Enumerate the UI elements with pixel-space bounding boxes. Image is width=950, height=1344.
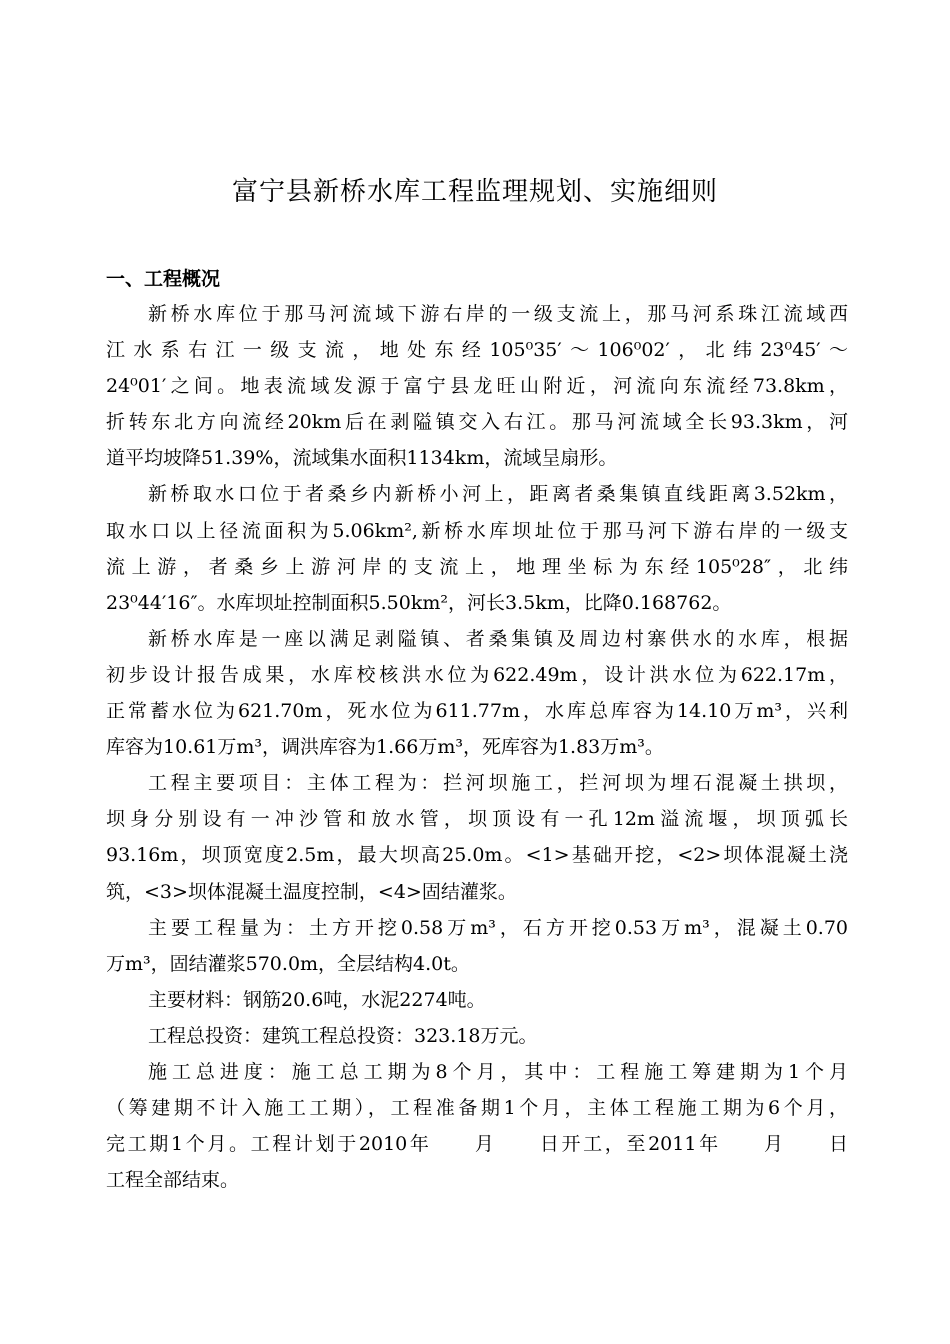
paragraph-line: 23⁰44′16″。水库坝址控制面积5.50km²，河长3.5km，比降0.168762。	[106, 591, 732, 614]
paragraph-line: 库容为10.61万m³，调洪库容为1.66万m³，死库容为1.83万m³。	[106, 736, 664, 759]
paragraph-line: 工程全部结束。	[106, 1169, 240, 1192]
paragraph-line: 流上游，者桑乡上游河岸的支流上，地理坐标为东经105⁰28″，北纬	[106, 555, 848, 578]
paragraph-line: 折转东北方向流经20km后在剥隘镇交入右江。那马河流域全长93.3km，河	[106, 411, 848, 434]
paragraph-line: 筑，<3>坝体混凝土温度控制，<4>固结灌浆。	[106, 880, 517, 903]
paragraph-line: 工程主要项目：主体工程为：拦河坝施工，拦河坝为埋石混凝土拱坝，	[148, 772, 848, 795]
paragraph-line: 正常蓄水位为621.70m，死水位为611.77m，水库总库容为14.10万m³，兴利	[106, 700, 848, 723]
document-body	[106, 296, 848, 1198]
document-title: 富宁县新桥水库工程监理规划、实施细则	[231, 177, 718, 207]
paragraph-line: 93.16m，坝顶宽度2.5m，最大坝高25.0m。<1>基础开挖，<2>坝体混凝土浇	[106, 844, 848, 867]
paragraph-line: 主要材料：钢筋20.6吨，水泥2274吨。	[148, 988, 486, 1011]
paragraph-line: 坝身分别设有一冲沙管和放水管，坝顶设有一孔12m溢流堰，坝顶弧长	[106, 808, 848, 831]
paragraph-line: 新桥取水口位于者桑乡内新桥小河上，距离者桑集镇直线距离3.52km，	[148, 483, 848, 506]
paragraph-line: 新桥水库位于那马河流域下游右岸的一级支流上，那马河系珠江流域西	[148, 303, 848, 325]
paragraph-line: （筹建期不计入施工工期），工程准备期1个月，主体工程施工期为6个月，	[106, 1097, 848, 1120]
paragraph-line: 完工期1个月。工程计划于2010年 月 日开工，至2011年 月 日	[106, 1133, 848, 1156]
paragraph-line: 道平均坡降51.39%，流域集水面积1134km，流域呈扇形。	[106, 447, 618, 470]
paragraph-line: 新桥水库是一座以满足剥隘镇、者桑集镇及周边村寨供水的水库，根据	[148, 627, 848, 650]
paragraph-line: 工程总投资：建筑工程总投资：323.18万元。	[148, 1024, 538, 1047]
section-heading: 一、工程概况	[106, 268, 221, 290]
paragraph-line: 初步设计报告成果，水库校核洪水位为622.49m，设计洪水位为622.17m，	[106, 663, 848, 686]
paragraph-line: 主要工程量为：土方开挖0.58万m³，石方开挖0.53万m³，混凝土0.70	[148, 916, 848, 939]
paragraph-line: 江水系右江一级支流，地处东经105⁰35′～106⁰02′，北纬23⁰45′～	[106, 339, 848, 362]
paragraph-line: 施工总进度：施工总工期为8个月，其中：工程施工筹建期为1个月	[148, 1060, 848, 1083]
paragraph-line: 万m³，固结灌浆570.0m，全层结构4.0t。	[106, 952, 470, 975]
paragraph-line: 24⁰01′之间。地表流域发源于富宁县龙旺山附近，河流向东流经73.8km，	[106, 375, 848, 398]
paragraph-line: 取水口以上径流面积为5.06km²,新桥水库坝址位于那马河下游右岸的一级支	[106, 519, 848, 542]
